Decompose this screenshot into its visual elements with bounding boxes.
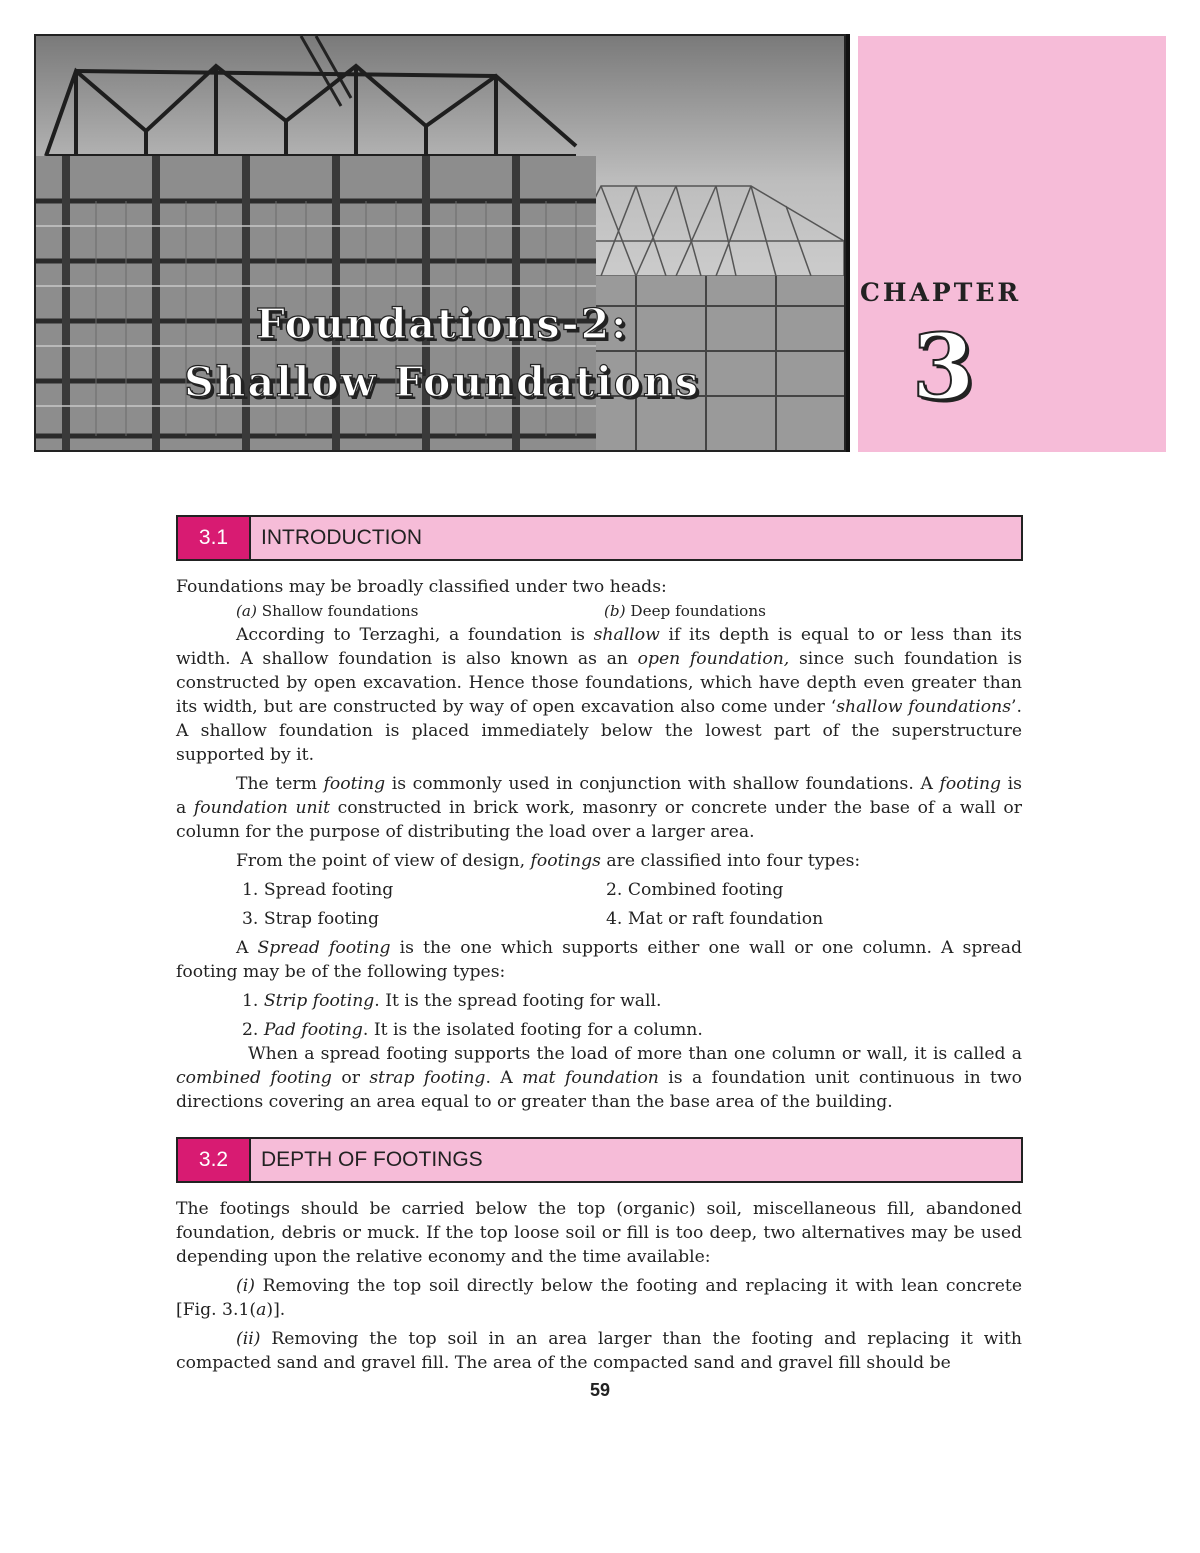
footing-types-row1 bbox=[176, 878, 1022, 902]
list-item-strip: 1. Strip footing. It is the spread footing for wall. bbox=[242, 991, 662, 1011]
paragraph-depth: The footings should be carried below the top (organic) soil, miscellaneous fill, abandoned foundation, debris or muck. If the top loose soil or fill is too deep, two alternatives may be used depending upon the relative economy and the time available: bbox=[176, 1199, 1022, 1267]
footing-types-row2 bbox=[176, 907, 1022, 931]
paragraph-footing: The term footing is commonly used in conjunction with shallow foundations. A footing is a foundation unit constructed in brick work, masonry or concrete under the base of a wall or column for the purpose of distributing the load over a larger area. bbox=[176, 774, 1022, 842]
page-number: 59 bbox=[589, 1380, 611, 1400]
paragraph-terzaghi: According to Terzaghi, a foundation is shallow if its depth is equal to or less than its width. A shallow foundation is also known as an open foundation, since such foundation is constructed by open excavation. Hence those foundations, which have depth even greater than its width, but are constructed by way of open excavation also come under ‘shallow foundations’. A shallow foundation is placed immediately below the lowest part of the superstructure supported by it. bbox=[176, 625, 1023, 765]
foundation-classes bbox=[176, 599, 1022, 623]
depth-body bbox=[176, 1197, 1022, 1375]
paragraph-combined: When a spread footing supports the load of more than one column or wall, it is called a combined footing or strap footing. A mat foundation is a foundation unit continuous in two directions covering an area equal to or greater than the base area of the building. bbox=[176, 1044, 1022, 1112]
chapter-title-line1: Foundations-2: bbox=[255, 300, 629, 348]
list-item: 2. Combined footing bbox=[606, 880, 784, 900]
chapter-box bbox=[858, 36, 1166, 452]
chapter-number: 3 bbox=[912, 314, 975, 420]
class-b: (b) Deep foundations bbox=[604, 602, 766, 620]
chapter-title-line2: Shallow Foundations bbox=[184, 358, 700, 406]
introduction-body bbox=[176, 575, 1022, 1114]
paragraph-design: From the point of view of design, footings are classified into four types: bbox=[236, 851, 861, 871]
banner-divider bbox=[846, 34, 850, 452]
list-item-pad: 2. Pad footing. It is the isolated footing for a column. bbox=[242, 1020, 703, 1040]
section-number: 3.1 bbox=[178, 517, 251, 559]
alternative-1: (i) Removing the top soil directly below the footing and replacing it with lean concrete [Fig. 3.1(a)]. bbox=[176, 1276, 1022, 1320]
section-title: DEPTH OF FOOTINGS bbox=[261, 1148, 483, 1171]
section-title: INTRODUCTION bbox=[261, 526, 422, 549]
section-header-introduction bbox=[176, 515, 1023, 561]
class-a: (a) Shallow foundations bbox=[236, 602, 419, 620]
alternative-2: (ii) Removing the top soil in an area larger than the footing and replacing it with compacted sand and gravel fill. The area of the compacted sand and gravel fill should be bbox=[176, 1329, 1022, 1373]
list-item: 1. Spread footing bbox=[242, 880, 394, 900]
paragraph-spread: A Spread footing is the one which supports either one wall or one column. A spread footing may be of the following types: bbox=[176, 938, 1022, 982]
list-item: 3. Strap footing bbox=[242, 909, 380, 929]
section-header-depth bbox=[176, 1137, 1023, 1183]
intro-lead: Foundations may be broadly classified under two heads: bbox=[176, 577, 667, 597]
section-number: 3.2 bbox=[178, 1139, 251, 1181]
chapter-banner-image bbox=[34, 34, 846, 452]
chapter-label: CHAPTER bbox=[860, 278, 1022, 307]
list-item: 4. Mat or raft foundation bbox=[606, 909, 824, 929]
